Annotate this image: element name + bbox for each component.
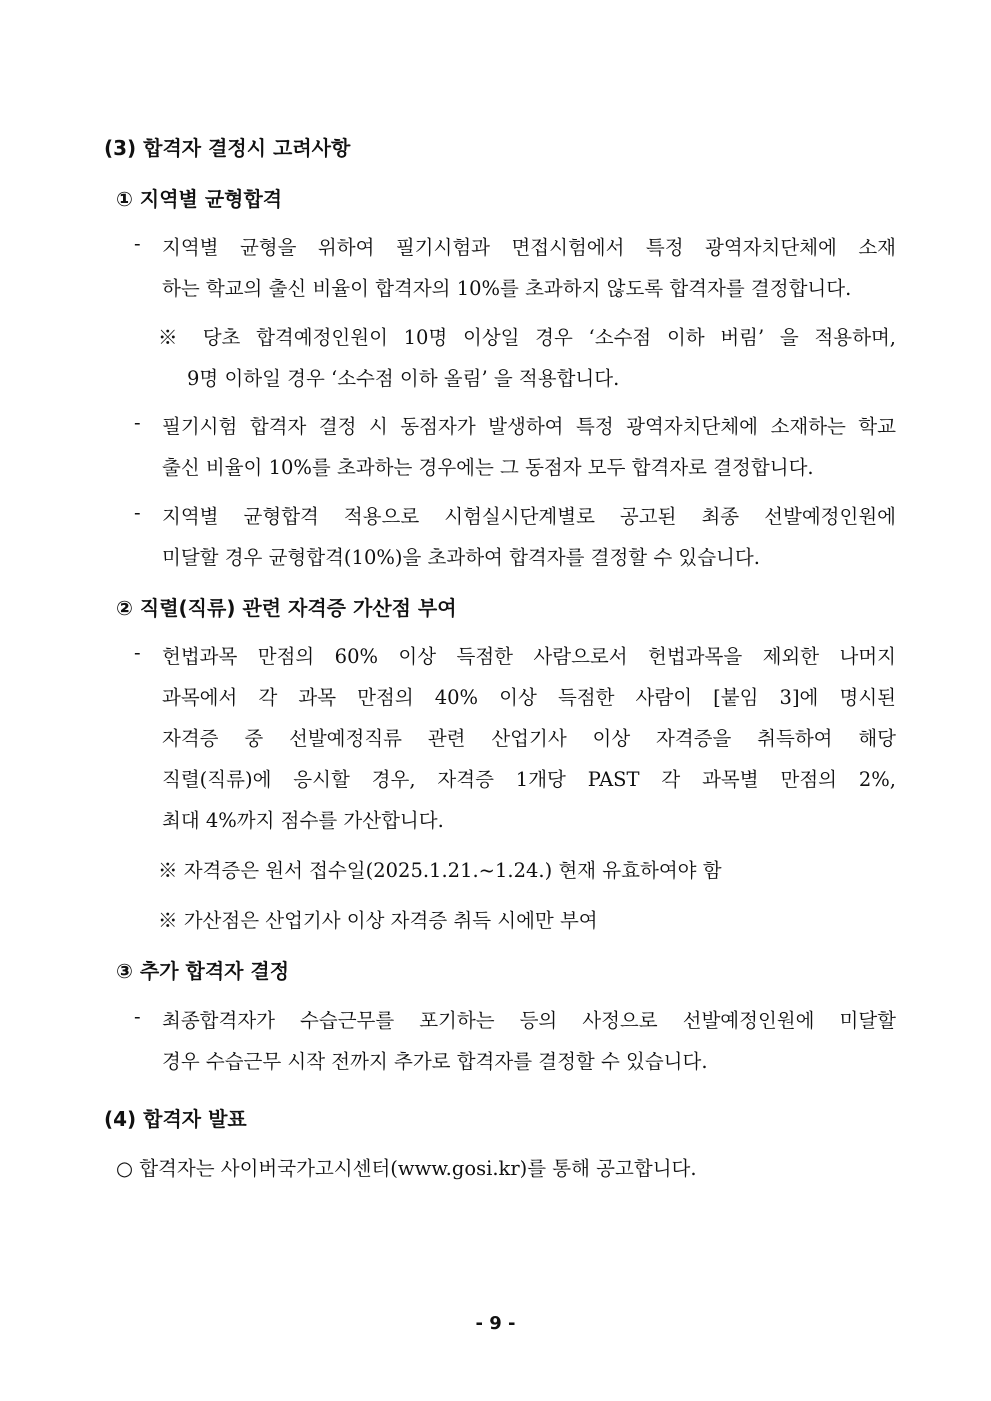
subsection-1-heading: ① 지역별 균형합격 <box>116 187 283 211</box>
dash-bullet: - <box>134 641 141 664</box>
note-text: ※ 당초 합격예정인원이 10명 이상일 경우 ‘소수점 이하 버림’ 을 적용하며, <box>158 326 896 349</box>
item-line: 지역별 균형을 위하여 필기시험과 면접시험에서 특정 광역자치단체에 소재 <box>162 236 896 259</box>
list-item <box>134 411 896 481</box>
dash-bullet: - <box>134 501 141 524</box>
item-line: 미달할 경우 균형합격(10%)을 초과하여 합격자를 결정할 수 있습니다. <box>162 546 760 569</box>
list-item <box>134 641 896 831</box>
item-line: 지역별 균형합격 적용으로 시험실시단계별로 공고된 최종 선발예정인원에 <box>162 505 896 528</box>
note-line: ※ 자격증은 원서 접수일(2025.1.21.~1.24.) 현재 유효하여야 함 <box>158 859 722 882</box>
list-item <box>134 232 896 302</box>
dash-bullet: - <box>134 232 141 255</box>
item-line: 헌법과목 만점의 60% 이상 득점한 사람으로서 헌법과목을 제외한 나머지 <box>162 645 896 668</box>
section-3-heading: (3) 합격자 결정시 고려사항 <box>104 136 351 160</box>
item-line: 출신 비율이 10%를 초과하는 경우에는 그 동점자 모두 합격자로 결정합니다. <box>162 456 814 479</box>
section-4-heading: (4) 합격자 발표 <box>104 1107 247 1131</box>
dash-bullet: - <box>134 411 141 434</box>
item-line: 경우 수습근무 시작 전까지 추가로 합격자를 결정할 수 있습니다. <box>162 1050 708 1073</box>
item-line: 과목에서 각 과목 만점의 40% 이상 득점한 사람이 [붙임 3]에 명시된 <box>162 686 896 709</box>
item-line: 최대 4%까지 점수를 가산합니다. <box>162 809 444 832</box>
item-line: 하는 학교의 출신 비율이 합격자의 10%를 초과하지 않도록 합격자를 결정합니다. <box>162 277 852 300</box>
subsection-3-heading: ③ 추가 합격자 결정 <box>116 959 290 983</box>
list-item <box>134 501 896 571</box>
dash-bullet: - <box>134 1005 141 1028</box>
item-line: 최종합격자가 수습근무를 포기하는 등의 사정으로 선발예정인원에 미달할 <box>162 1009 896 1032</box>
note-line-continued: 9명 이하일 경우 ‘소수점 이하 올림’ 을 적용합니다. <box>187 367 620 390</box>
list-item <box>134 1005 896 1075</box>
item-line: 필기시험 합격자 결정 시 동점자가 발생하여 특정 광역자치단체에 소재하는 학교 <box>162 415 896 438</box>
item-line: 자격증 중 선발예정직류 관련 산업기사 이상 자격증을 취득하여 해당 <box>162 727 896 750</box>
item-line: 직렬(직류)에 응시할 경우, 자격증 1개당 PAST 각 과목별 만점의 2%, <box>162 768 896 791</box>
page-number: - 9 - <box>475 1313 516 1334</box>
note-line <box>158 322 896 350</box>
note-line: ※ 가산점은 산업기사 이상 자격증 취득 시에만 부여 <box>158 909 598 932</box>
subsection-2-heading: ② 직렬(직류) 관련 자격증 가산점 부여 <box>116 596 457 620</box>
announcement-text: ○ 합격자는 사이버국가고시센터(www.gosi.kr)를 통해 공고합니다. <box>116 1157 697 1180</box>
